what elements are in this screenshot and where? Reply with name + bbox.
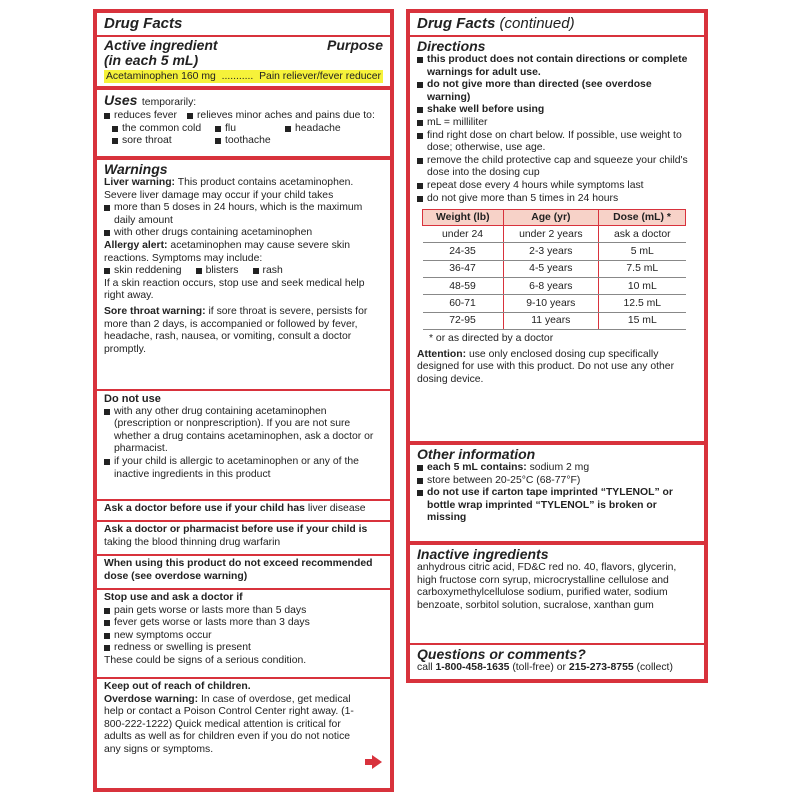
liver-item: more than 5 doses in 24 hours, which is the maximum daily amount (104, 202, 383, 227)
warnings-section (97, 160, 390, 391)
directions-item: find right dose on chart below. If possible, use weight to dose; otherwise, use age. (417, 130, 697, 155)
phone-collect: 215-273-8755 (568, 662, 634, 673)
drug-facts-panel-right (406, 9, 708, 683)
other-information-heading: Other information (417, 446, 536, 462)
uses-heading: Uses (104, 92, 138, 108)
liver-item: with other drugs containing acetaminophen (104, 227, 383, 240)
uses-sub-item: flu (215, 123, 285, 136)
other-item: store between 20-25°C (68-77°F) (417, 475, 697, 488)
questions-collect: (collect) (636, 662, 673, 673)
uses-temporarily: temporarily: (141, 97, 197, 108)
other-item: do not use if carton tape imprinted “TYLENOL” or bottle wrap imprinted “TYLENOL” is broken or missing (417, 487, 697, 525)
table-row (423, 278, 686, 295)
other-information-section (410, 445, 704, 545)
table-cell: under 2 years (503, 226, 598, 243)
table-row (423, 226, 686, 243)
directions-heading: Directions (417, 38, 486, 54)
inactive-ingredients-section (410, 545, 704, 645)
dosing-table (422, 209, 686, 330)
uses-item: reduces fever (104, 110, 177, 123)
questions-section (410, 645, 704, 678)
drug-facts-header (97, 13, 390, 37)
overdose-label: Overdose warning: (104, 693, 199, 705)
drug-facts-continued-header (410, 13, 704, 37)
attention-text: use only enclosed dosing cup specifically designed for use with this product. Do not use any other dosing device. (417, 348, 675, 385)
warnings-heading: Warnings (104, 161, 168, 177)
ask-doctor-label: Ask a doctor before use if your child has (104, 503, 305, 514)
table-header: Weight (lb) (423, 210, 504, 226)
allergy-end: If a skin reaction occurs, stop use and seek medical help right away. (104, 277, 365, 302)
table-row (423, 243, 686, 260)
table-cell: under 24 (423, 226, 504, 243)
sore-throat-text: if sore throat is severe, persists for more than 2 days, is accompanied or followed by fever, headache, rash, nausea, or vomiting, consult a doctor promptly. (104, 305, 368, 355)
table-header: Dose (mL) * (599, 210, 686, 226)
allergy-alert-label: Allergy alert: (104, 239, 168, 251)
table-cell: 10 mL (599, 278, 686, 295)
uses-sub-item: headache (285, 123, 375, 136)
directions-bold-item: do not give more than directed (see overdose warning) (417, 79, 697, 104)
do-not-use-heading: Do not use (104, 393, 161, 405)
keep-out-heading: Keep out of reach of children. (104, 681, 251, 692)
drug-facts-panel-left (93, 9, 394, 792)
stop-use-item: fever gets worse or lasts more than 3 days (104, 617, 383, 630)
table-cell: 48-59 (423, 278, 504, 295)
liver-warning-text: This product contains acetaminophen. Severe liver damage may occur if your child takes (104, 177, 354, 201)
uses-sub-item: toothache (215, 135, 285, 148)
table-row (423, 260, 686, 277)
table-cell: 2-3 years (503, 243, 598, 260)
panel-title: Drug Facts (104, 15, 183, 32)
ask-pharmacist-text: taking the blood thinning drug warfarin (104, 536, 281, 548)
liver-warning-label: Liver warning: (104, 177, 176, 188)
table-cell: 72-95 (423, 312, 504, 329)
when-using-section (97, 556, 390, 590)
other-item-label: each 5 mL contains: (427, 462, 527, 473)
ingredient-name: Acetaminophen 160 mg (106, 71, 216, 82)
table-cell: 11 years (503, 312, 598, 329)
attention-label: Attention: (417, 348, 467, 360)
stop-use-heading: Stop use and ask a doctor if (104, 592, 243, 603)
continue-arrow-icon (372, 755, 382, 769)
table-cell: 7.5 mL (599, 260, 686, 277)
questions-heading: Questions or comments? (417, 646, 586, 662)
uses-sub-item: the common cold (112, 123, 215, 136)
allergy-item: rash (253, 265, 283, 278)
sore-throat-label: Sore throat warning: (104, 305, 206, 317)
ask-doctor-section (97, 501, 390, 522)
table-cell: 36-47 (423, 260, 504, 277)
panel-title: Drug Facts (417, 15, 496, 32)
continued-label: (continued) (499, 15, 575, 32)
table-cell: 12.5 mL (599, 295, 686, 312)
do-not-use-item: if your child is allergic to acetaminophen or any of the inactive ingredients in this product (104, 456, 383, 481)
phone-toll-free: 1-800-458-1635 (435, 662, 510, 673)
table-header: Age (yr) (503, 210, 598, 226)
table-cell: 5 mL (599, 243, 686, 260)
allergy-alert-text: acetaminophen may cause severe skin reactions. Symptoms may include: (104, 239, 351, 264)
table-cell: 6-8 years (503, 278, 598, 295)
directions-item: remove the child protective cap and squeeze your child's dose into the dosing cup (417, 155, 697, 180)
active-ingredient-section (97, 37, 390, 90)
directions-item: do not give more than 5 times in 24 hours (417, 193, 697, 206)
active-ingredient-sub: (in each 5 mL) (104, 52, 199, 68)
questions-toll: (toll-free) or (512, 662, 567, 673)
uses-item: relieves minor aches and pains due to: (187, 110, 375, 123)
table-cell: 24-35 (423, 243, 504, 260)
allergy-item: skin reddening (104, 265, 182, 278)
ingredient-highlight-row (104, 70, 383, 83)
stop-use-item: new symptoms occur (104, 630, 383, 643)
do-not-use-section (97, 391, 390, 501)
questions-call: call (417, 662, 433, 673)
purpose-label: Purpose (326, 37, 383, 53)
stop-use-item: redness or swelling is present (104, 642, 383, 655)
directions-bold-item: shake well before using (417, 104, 697, 117)
inactive-ingredients-text: anhydrous citric acid, FD&C red no. 40, flavors, glycerin, high fructose corn syrup, microcrystalline cellulose and carboxymethylcellulose sodium, purified water, sodium benzoate, sorbitol solution, sucralose, xanthan gum (417, 562, 677, 611)
active-ingredient-label: Active ingredient (104, 37, 218, 53)
table-footnote: * or as directed by a doctor (429, 332, 554, 344)
allergy-item: blisters (196, 265, 239, 278)
when-using-text: When using this product do not exceed recommended dose (see overdose warning) (104, 558, 373, 582)
table-cell: ask a doctor (599, 226, 686, 243)
ask-doctor-text: liver disease (307, 503, 366, 514)
stop-use-end: These could be signs of a serious condition. (104, 654, 307, 666)
table-row (423, 312, 686, 329)
ask-pharmacist-section (97, 522, 390, 556)
keep-out-section (97, 679, 390, 775)
overdose-text: In case of overdose, get medical help or contact a Poison Control Center right away. (1-800-222-1222) Quick medical attention is critical for adults as well as for children even if you do not notice any signs or symptoms. (104, 693, 354, 755)
other-item-text: sodium 2 mg (529, 462, 590, 473)
table-cell: 60-71 (423, 295, 504, 312)
directions-item: mL = milliliter (417, 117, 697, 130)
table-cell: 15 mL (599, 312, 686, 329)
table-cell: 4-5 years (503, 260, 598, 277)
directions-section (410, 37, 704, 445)
uses-section (97, 90, 390, 160)
uses-sub-item: sore throat (112, 135, 215, 148)
stop-use-section (97, 590, 390, 679)
directions-bold-item: this product does not contain directions or complete warnings for adult use. (417, 54, 697, 79)
directions-item: repeat dose every 4 hours while symptoms last (417, 180, 697, 193)
do-not-use-item: with any other drug containing acetaminophen (prescription or nonprescription). If you are not sure whether a drug contains acetaminophen, ask a doctor or pharmacist. (104, 406, 383, 456)
inactive-ingredients-heading: Inactive ingredients (417, 546, 549, 562)
ask-pharmacist-label: Ask a doctor or pharmacist before use if your child is (104, 524, 368, 535)
ingredient-purpose: Pain reliever/fever reducer (259, 71, 381, 82)
stop-use-item: pain gets worse or lasts more than 5 days (104, 605, 383, 618)
table-cell: 9-10 years (503, 295, 598, 312)
ingredient-dots: ........... (221, 71, 254, 82)
table-row (423, 295, 686, 312)
